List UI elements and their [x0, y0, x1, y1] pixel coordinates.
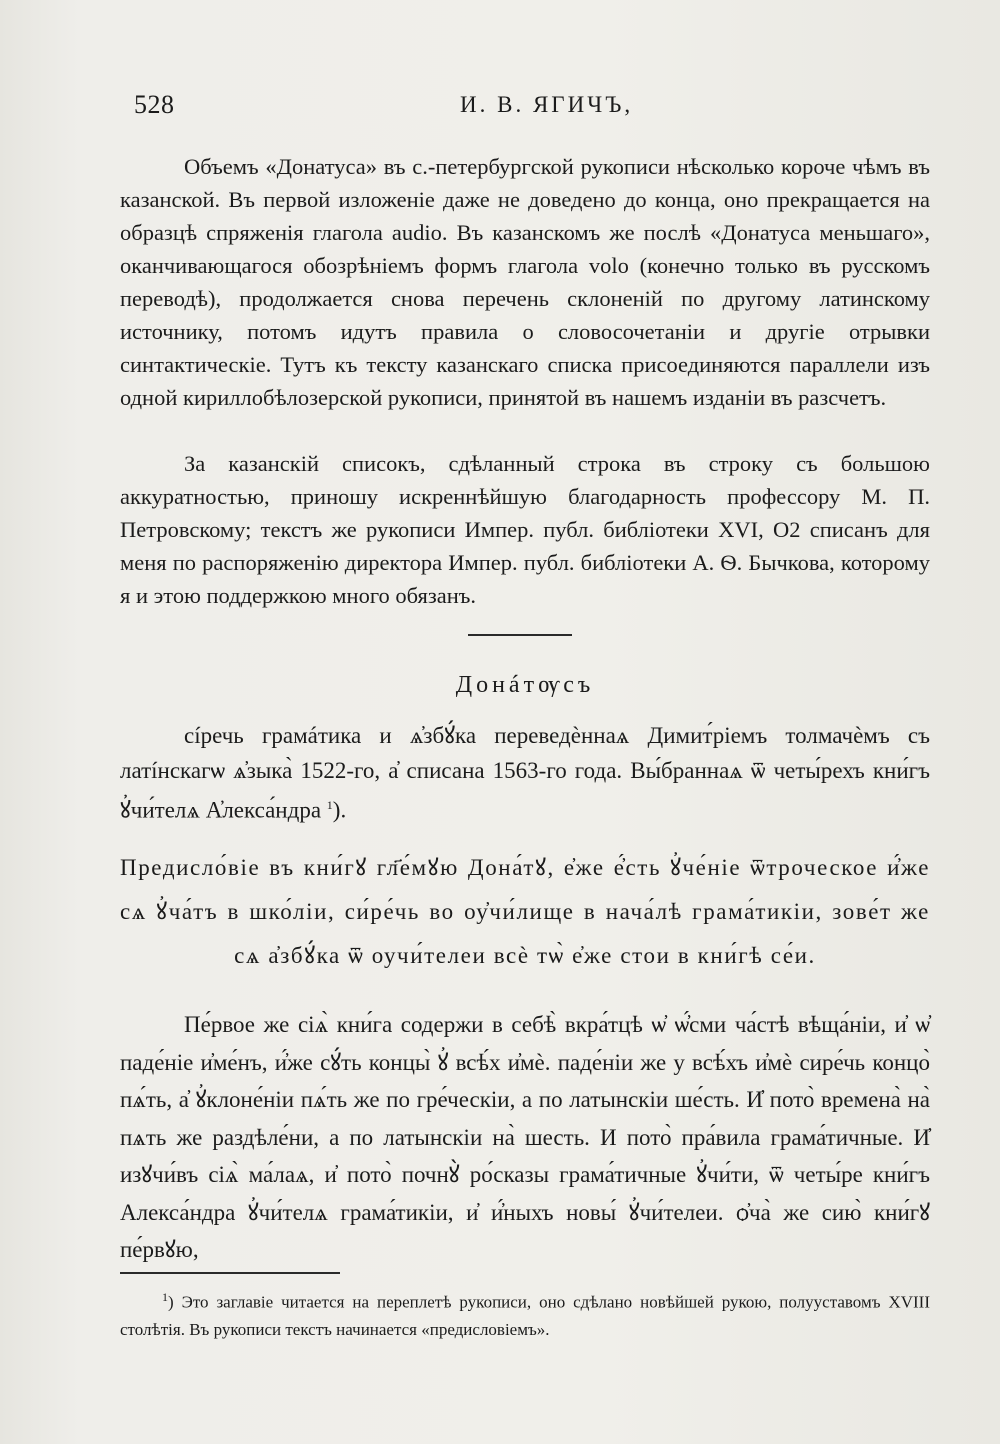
acknowledgement-paragraph-block: [120, 447, 930, 612]
footnote-paragraph: [120, 1284, 930, 1343]
footnote-mark: 1: [162, 1290, 168, 1304]
section-title: Донáтѹсъ: [455, 672, 595, 698]
footnote-text: ) Это заглавіе читается на переплетѣ рукописи, оно сдѣлано новѣйшей рукою, полууставомъ XVIII столѣтія. Въ рукописи текстъ начинается «предисловіемъ».: [120, 1292, 930, 1339]
section-subtitle-text: сíречь грамáтика и ѧ҆збꙋ́ка переведѐннаѧ Димит́ріемъ толмачѐмъ съ латíнскагѡ ѧ҆зыка̀ 1522-го, а҆ списана 1563-го года. Вы́браннаѧ ѿ четы́рехъ кни́гъ ꙋ҆чи́телѧ А҆лекса́ндра: [120, 723, 930, 823]
acknowledgement-paragraph: За казанскій списокъ, сдѣланный строка въ строку съ большою аккуратностью, приношу искреннѣйшую благодарность профессору М. П. Петровскому; текстъ же рукописи Импер. публ. библіотеки XVI, O2 списанъ для меня по распоряженію директора Импер. публ. библіотеки А. Ѳ. Бычкова, которому я и этою поддержкою много обязанъ.: [120, 451, 930, 608]
section-divider: [468, 634, 572, 636]
section-subtitle-end: ).: [332, 797, 347, 823]
section-subtitle-block: [120, 718, 930, 828]
section-subtitle: [120, 718, 930, 828]
running-title: И. В. ЯГИЧЪ,: [460, 92, 634, 117]
footnote-reference: 1: [326, 798, 333, 812]
body-paragraph: Пе́рвое же сіѧ̀ кни́га содержи в себѣ̀ вкра́тцѣ ѡ҆ ѡ҆́сми ча́стѣ вѣща́ніи, и҆ ѡ҆ паде́ніе и҆ме́нъ, и҆́же сꙋ́ть концы̀ ꙋ҆ всѣ́х и҆мѐ. паде́ніи же у всѣ́хъ и҆мѐ сире́чь концо̀ пѧ́ть, а҆ ꙋ҆клоне́ніи пѧ́ть же по гре́ческіи, а по латынскіи ше́сть. И҆ пото̀ времена̀ на̀ пѧть же раздѣле́ни, а по латынскіи на̀ шесть. И пото̀ пра́вила грама́тичные. И҆ изꙋчи́въ сіѧ̀ ма́лаѧ, и҆ пото̀ почнꙋ̀ ро́сказы грама́тичные ꙋ҆чи́ти, ѿ четы́ре кни́гъ Алекса́ндра ꙋ҆чи́телѧ грама́тикіи, и҆ и҆́ныхъ новы́ ꙋ҆чи́телеи. ѻ҆ча̀ же сию̀ кни́гꙋ пе́рвꙋю,: [120, 1012, 930, 1262]
footnote: [120, 1284, 930, 1343]
page-number: 528: [134, 90, 175, 119]
intro-paragraph: Объемъ «Донатуса» въ с.-петербургской рукописи нѣсколько короче чѣмъ въ казанской. Въ первой изложеніе даже не доведено до конца, оно прекращается на образцѣ спряженія глагола audio. Въ казанскомъ же послѣ «Донатуса меньшаго», оканчивающагося обозрѣніемъ формъ глагола volo (конечно только въ русскомъ переводѣ), продолжается снова перечень склоненій по другому латинскому источнику, потомъ идутъ правила о словосочетаніи и другіе отрывки синтактическіе. Тутъ къ тексту казанскаго списка присоединяются параллели изъ одной кириллобѣлозерской рукописи, принятой въ нашемъ изданіи въ разсчетъ.: [120, 154, 930, 410]
page-header: [120, 90, 930, 130]
preface-heading: Предисло́віе въ кни́гꙋ гл҃е́мꙋю Дона́тꙋ, е҆же е҆́сть ꙋ҆че́ніе ѿтроческое и҆́же сѧ ꙋ҆ча́тъ в шко́ліи, си́ре́чь во оу҆чи́лище в нача́лѣ грама́тикіи, зове́т же сѧ а҆збꙋ́ка ѿ оучи́телеи всѐ тѡ̀ е҆же стои в кни́гѣ се́и.: [120, 855, 930, 968]
footnote-divider: [120, 1272, 340, 1274]
body-paragraph-block: [120, 1006, 930, 1269]
intro-paragraph-block: [120, 150, 930, 414]
